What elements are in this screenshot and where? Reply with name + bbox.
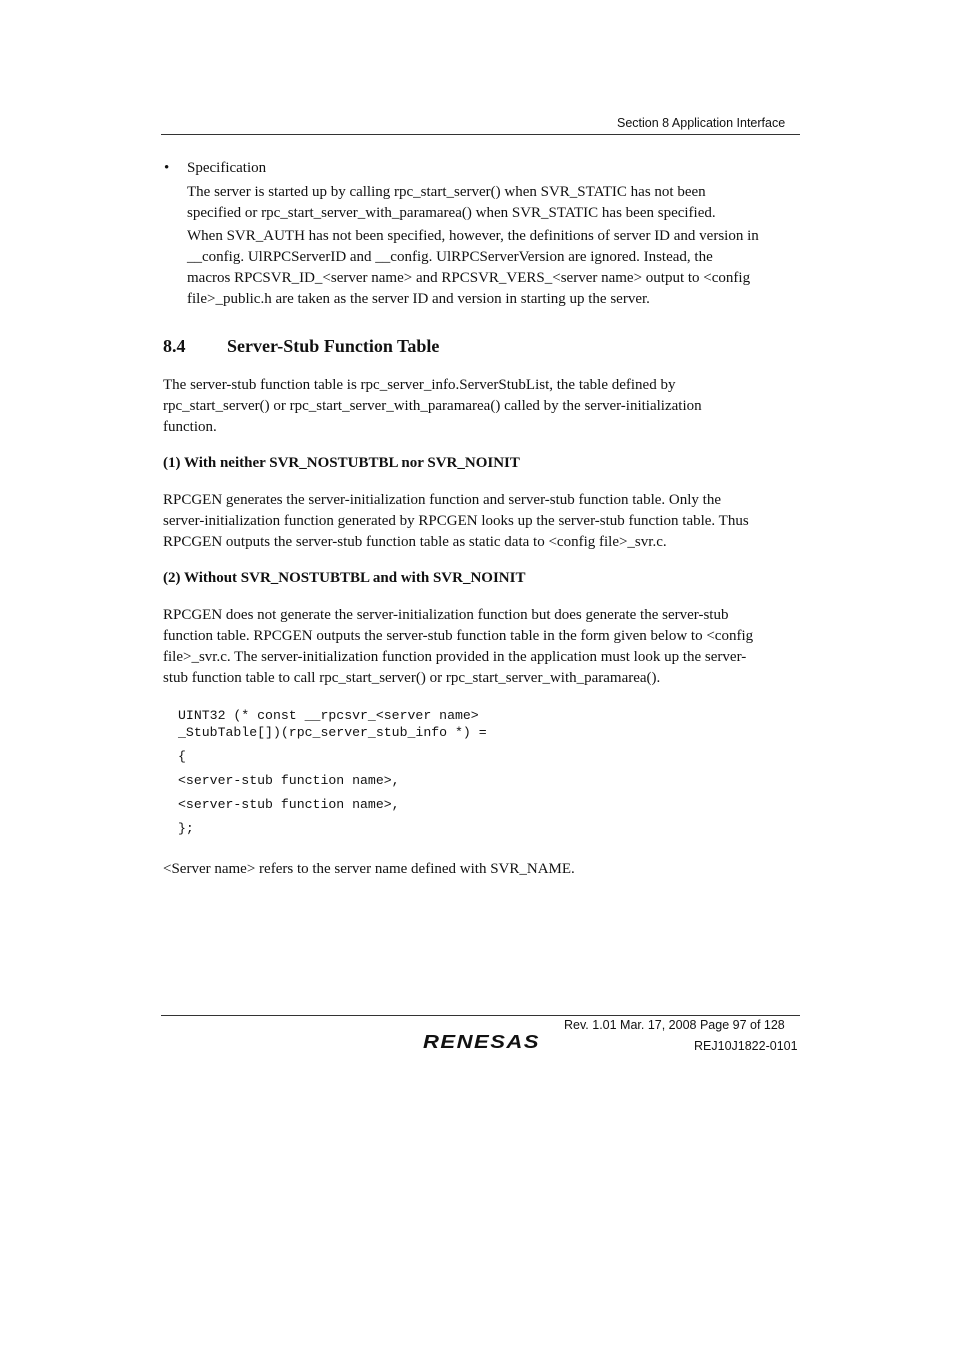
header-rule bbox=[161, 134, 800, 135]
section-title: Server-Stub Function Table bbox=[227, 336, 440, 356]
text-line: The server is started up by calling rpc_start_server() when SVR_STATIC has not been bbox=[187, 184, 706, 200]
text-line: RPCGEN outputs the server-stub function table as static data to <config file>_svr.c. bbox=[163, 534, 667, 550]
code-line-5: <server-stub function name>, bbox=[178, 797, 400, 812]
text-line: macros RPCSVR_ID_<server name> and RPCSVR_VERS_<server name> output to <config bbox=[187, 270, 751, 286]
text-line: server-initialization function generated by RPCGEN looks up the server-stub function table. Thus bbox=[163, 513, 749, 529]
text-line: RPCGEN does not generate the server-initialization function but does generate the server-stub bbox=[163, 607, 729, 623]
text-line: stub function table to call rpc_start_server() or rpc_start_server_with_paramarea(). bbox=[163, 670, 661, 686]
text-line: rpc_start_server() or rpc_start_server_with_paramarea() called by the server-initialization bbox=[163, 398, 702, 414]
section-intro bbox=[163, 375, 702, 438]
subsection-2-title: (2) Without SVR_NOSTUBTBL and with SVR_NOINIT bbox=[163, 570, 526, 586]
spec-title: Specification bbox=[187, 160, 267, 176]
text-line: The server-stub function table is rpc_server_info.ServerStubList, the table defined by bbox=[163, 377, 676, 393]
server-name-note: <Server name> refers to the server name defined with SVR_NAME. bbox=[163, 861, 575, 877]
section-number: 8.4 bbox=[163, 336, 186, 356]
text-line: file>_svr.c. The server-initialization function provided in the application must look up the server- bbox=[163, 649, 747, 665]
svg-text:RENESAS: RENESAS bbox=[423, 1032, 540, 1052]
spec-para-1 bbox=[187, 182, 716, 224]
footer-doc-number: REJ10J1822-0101 bbox=[694, 1039, 798, 1053]
subsection-2-para bbox=[163, 605, 753, 689]
code-line-2: _StubTable[])(rpc_server_stub_info *) = bbox=[178, 725, 487, 740]
text-line: RPCGEN generates the server-initialization function and server-stub function table. Only the bbox=[163, 492, 721, 508]
text-line: specified or rpc_start_server_with_paramarea() when SVR_STATIC has been specified. bbox=[187, 205, 716, 221]
footer-rule bbox=[161, 1015, 800, 1016]
spec-para-2 bbox=[187, 226, 759, 310]
text-line: function. bbox=[163, 419, 217, 435]
code-line-6: }; bbox=[178, 821, 194, 836]
subsection-1-title: (1) With neither SVR_NOSTUBTBL nor SVR_NOINIT bbox=[163, 455, 520, 471]
running-header: Section 8 Application Interface bbox=[617, 116, 786, 130]
text-line: file>_public.h are taken as the server ID and version in starting up the server. bbox=[187, 291, 650, 307]
code-line-3: { bbox=[178, 749, 186, 764]
text-line: function table. RPCGEN outputs the server-stub function table in the form given below to <config bbox=[163, 628, 754, 644]
code-line-4: <server-stub function name>, bbox=[178, 773, 400, 788]
text-line: When SVR_AUTH has not been specified, however, the definitions of server ID and version in bbox=[187, 228, 759, 244]
bullet: • bbox=[164, 160, 170, 176]
renesas-logo bbox=[422, 1032, 542, 1052]
footer-revision: Rev. 1.01 Mar. 17, 2008 Page 97 of 128 bbox=[564, 1018, 785, 1032]
text-line: __config. UlRPCServerID and __config. UlRPCServerVersion are ignored. Instead, the bbox=[187, 249, 713, 265]
renesas-logo-mark bbox=[422, 1032, 542, 1052]
code-line-1: UINT32 (* const __rpcsvr_<server name> bbox=[178, 708, 479, 723]
subsection-1-para bbox=[163, 490, 749, 553]
